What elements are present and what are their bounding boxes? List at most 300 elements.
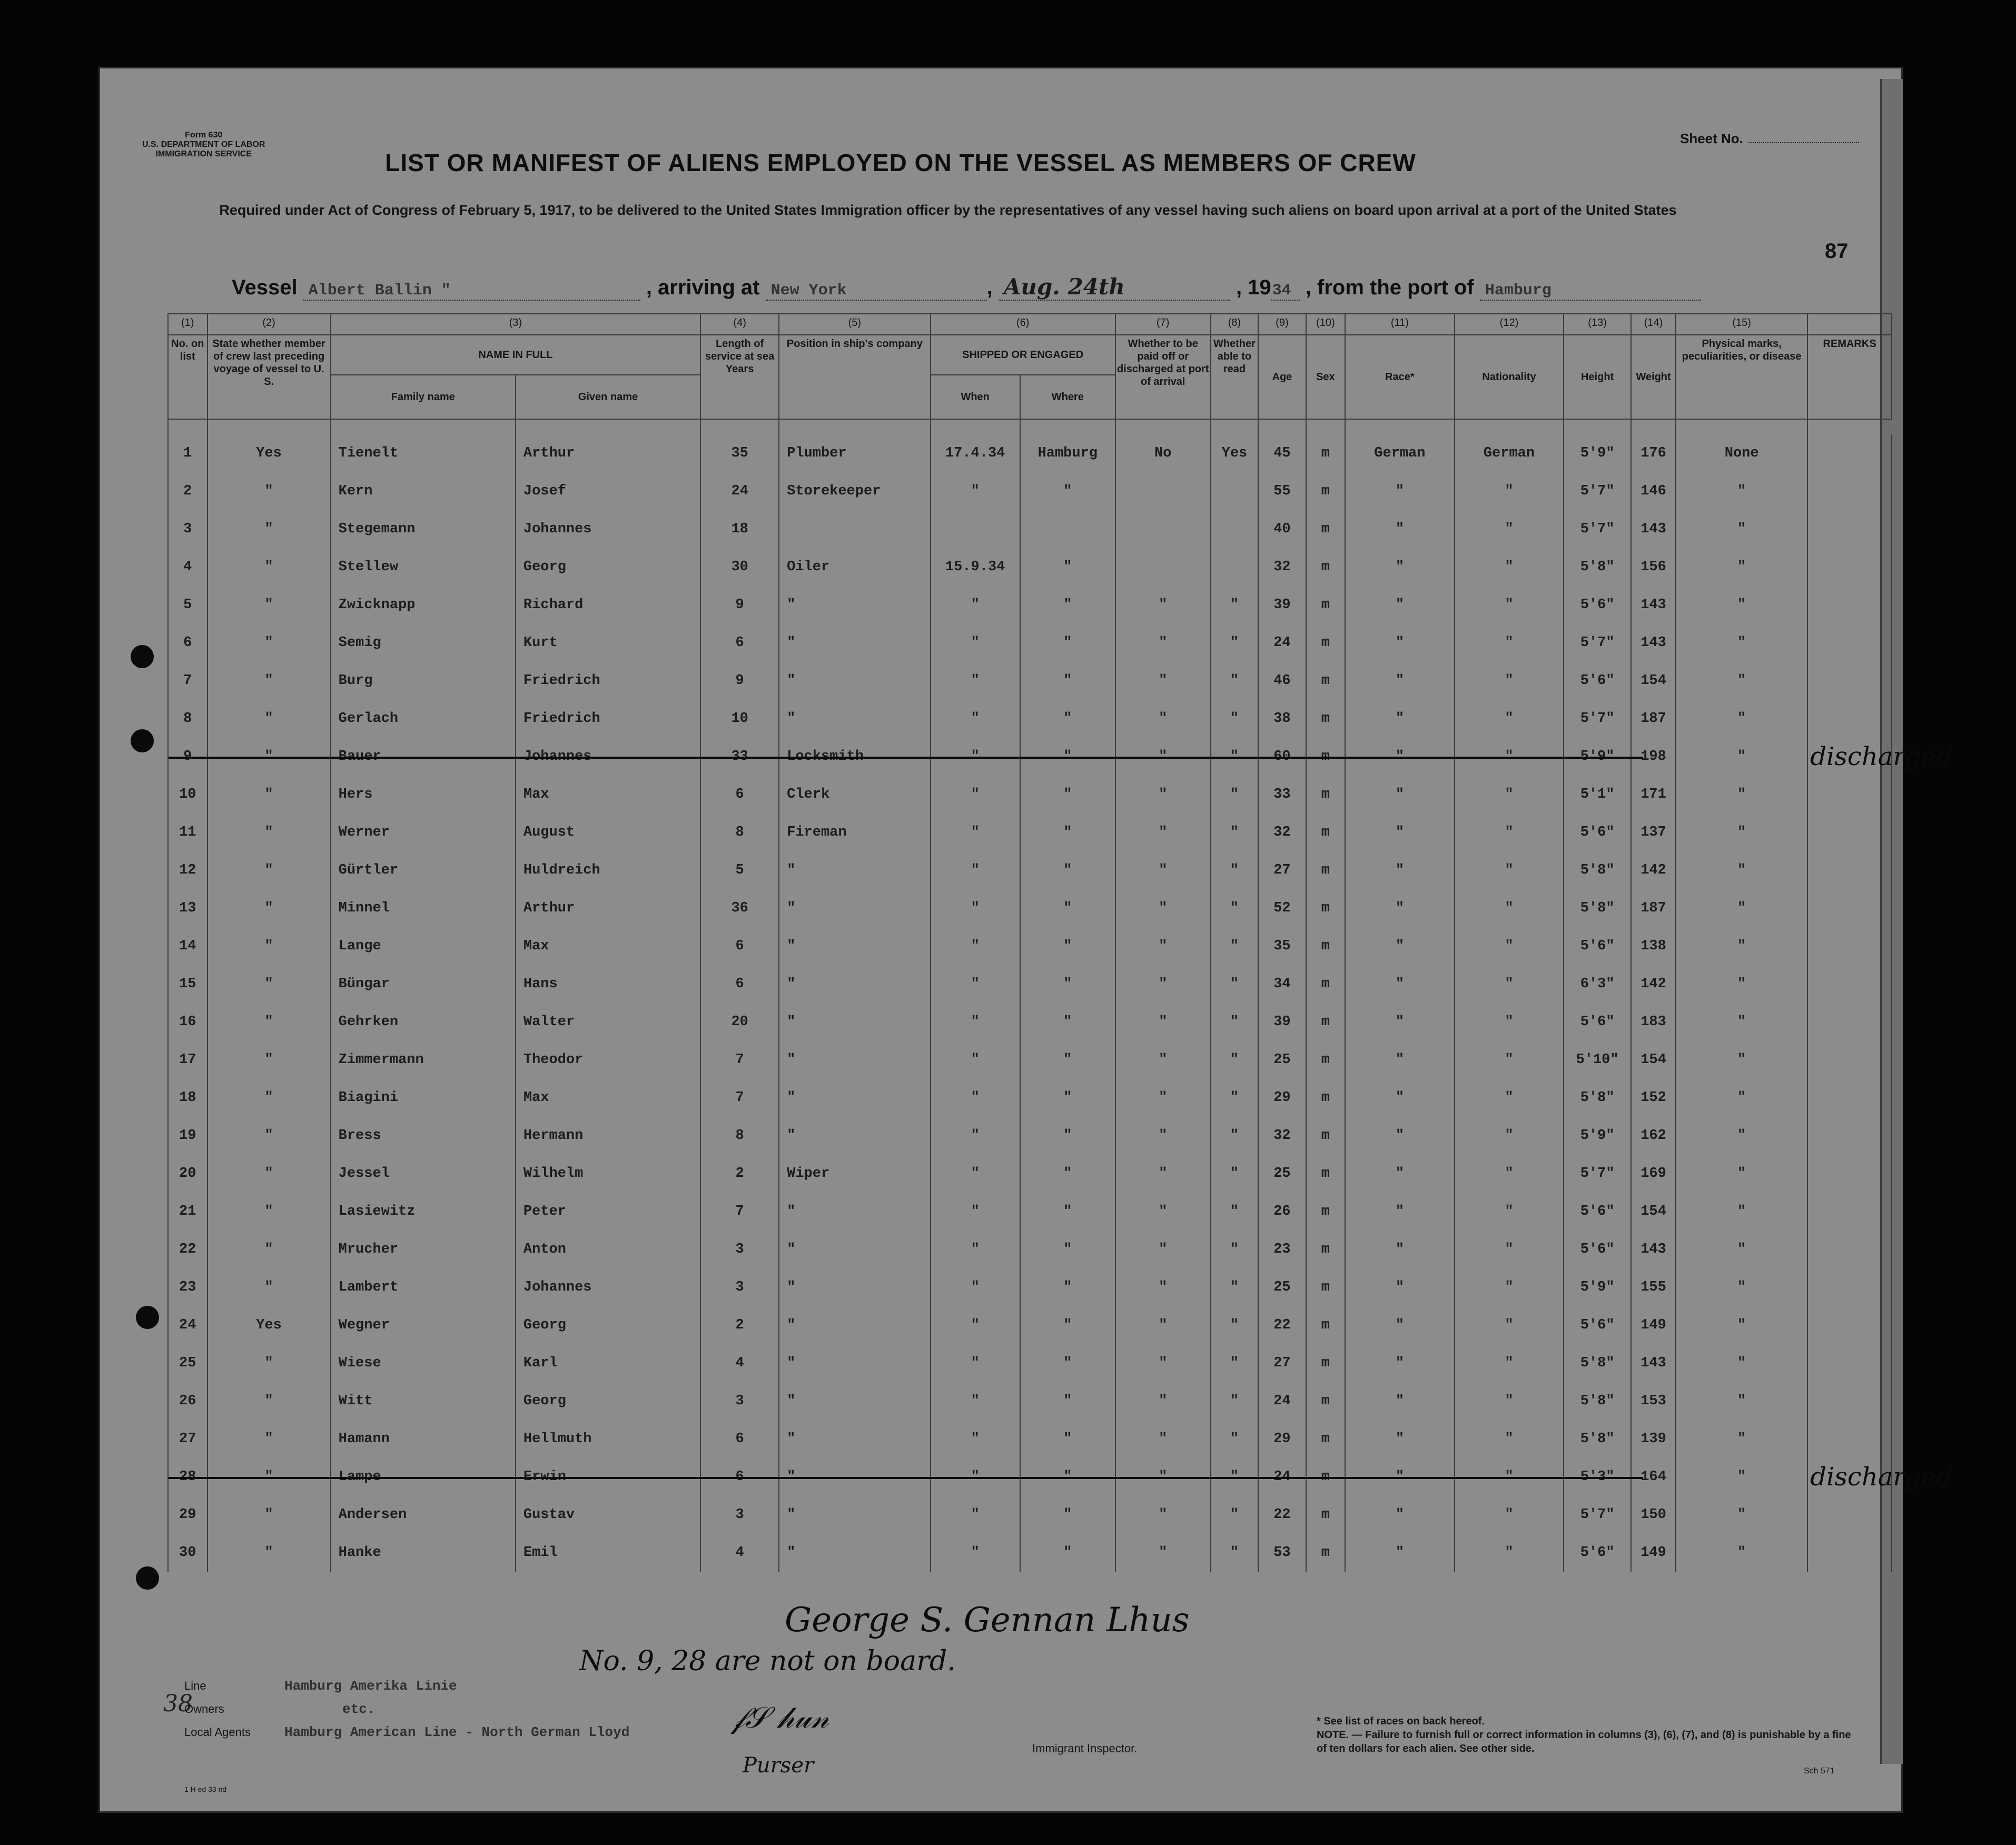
cell-position: " xyxy=(779,1003,930,1041)
cell-remarks xyxy=(1807,1193,1892,1231)
cell-family-name: Stegemann xyxy=(331,510,516,548)
cell-years-of-service: 30 xyxy=(700,548,779,586)
cell-paid-off: " xyxy=(1115,1193,1211,1231)
cell-shipped-where: " xyxy=(1020,814,1115,851)
cell-weight: 149 xyxy=(1631,1534,1676,1572)
cell-sex: m xyxy=(1306,927,1346,965)
cell-given-name: August xyxy=(516,814,700,851)
cell-position: Plumber xyxy=(779,434,930,472)
cell-race: " xyxy=(1345,1420,1455,1458)
cell-years-of-service: 6 xyxy=(700,927,779,965)
cell-shipped-when: " xyxy=(931,1079,1020,1117)
cell-given-name: Max xyxy=(516,927,700,965)
cell-row-number: 11 xyxy=(168,814,207,851)
cell-physical-marks: " xyxy=(1676,738,1807,776)
cell-weight: 143 xyxy=(1631,1344,1676,1382)
cell-nationality: " xyxy=(1455,965,1564,1003)
cell-able-to-read: " xyxy=(1211,1306,1258,1344)
cell-years-of-service: 35 xyxy=(700,434,779,472)
cell-remarks xyxy=(1807,472,1892,510)
cell-crew-last-voyage: " xyxy=(207,548,331,586)
cell-row-number: 20 xyxy=(168,1155,207,1193)
header-able-to-read: Whether able to read xyxy=(1211,335,1258,419)
cell-row-number: 6 xyxy=(168,624,207,662)
cell-weight: 150 xyxy=(1631,1496,1676,1534)
cell-remarks xyxy=(1807,1155,1892,1193)
cell-given-name: Arthur xyxy=(516,434,700,472)
cell-paid-off xyxy=(1115,510,1211,548)
cell-position: Clerk xyxy=(779,776,930,814)
cell-years-of-service: 6 xyxy=(700,776,779,814)
cell-row-number: 2 xyxy=(168,472,207,510)
cell-able-to-read: " xyxy=(1211,776,1258,814)
punch-hole xyxy=(131,645,154,668)
cell-sex: m xyxy=(1306,738,1346,776)
cell-remarks xyxy=(1807,814,1892,851)
from-port-label: , from the port of xyxy=(1305,276,1474,299)
cell-sex: m xyxy=(1306,510,1346,548)
cell-race: " xyxy=(1345,1003,1455,1041)
cell-crew-last-voyage: " xyxy=(207,662,331,700)
col-num xyxy=(1807,314,1892,335)
cell-row-number: 17 xyxy=(168,1041,207,1079)
cell-position: " xyxy=(779,1458,930,1496)
table-row xyxy=(168,1117,1892,1155)
cell-race: " xyxy=(1345,738,1455,776)
cell-paid-off: " xyxy=(1115,1041,1211,1079)
cell-crew-last-voyage: Yes xyxy=(207,1306,331,1344)
cell-row-number: 24 xyxy=(168,1306,207,1344)
cell-age: 25 xyxy=(1258,1268,1306,1306)
cell-nationality: " xyxy=(1455,700,1564,738)
cell-able-to-read: " xyxy=(1211,1193,1258,1231)
cell-age: 23 xyxy=(1258,1231,1306,1268)
cell-shipped-where: " xyxy=(1020,1041,1115,1079)
col-num: (15) xyxy=(1676,314,1807,335)
cell-height: 5'6" xyxy=(1564,1231,1631,1268)
cell-shipped-when: " xyxy=(931,1041,1020,1079)
header-physical-marks: Physical marks, peculiarities, or disease xyxy=(1676,335,1807,419)
table-row xyxy=(168,814,1892,851)
cell-nationality: " xyxy=(1455,814,1564,851)
line-value: Hamburg Amerika Linie xyxy=(284,1678,457,1694)
cell-age: 27 xyxy=(1258,851,1306,889)
cell-age: 45 xyxy=(1258,434,1306,472)
cell-height: 5'6" xyxy=(1564,1306,1631,1344)
cell-sex: m xyxy=(1306,1041,1346,1079)
cell-paid-off: " xyxy=(1115,889,1211,927)
cell-age: 22 xyxy=(1258,1306,1306,1344)
cell-given-name: Georg xyxy=(516,548,700,586)
cell-row-number: 14 xyxy=(168,927,207,965)
cell-shipped-when: " xyxy=(931,851,1020,889)
cell-position: " xyxy=(779,1496,930,1534)
cell-paid-off: " xyxy=(1115,1458,1211,1496)
cell-years-of-service: 3 xyxy=(700,1231,779,1268)
cell-shipped-where: " xyxy=(1020,1268,1115,1306)
cell-shipped-where xyxy=(1020,510,1115,548)
cell-row-number: 23 xyxy=(168,1268,207,1306)
cell-shipped-when: " xyxy=(931,1003,1020,1041)
cell-nationality: " xyxy=(1455,927,1564,965)
cell-shipped-where: Hamburg xyxy=(1020,434,1115,472)
cell-given-name: Walter xyxy=(516,1003,700,1041)
cell-paid-off: " xyxy=(1115,1117,1211,1155)
cell-family-name: Gerlach xyxy=(331,700,516,738)
cell-years-of-service: 3 xyxy=(700,1382,779,1420)
table-row xyxy=(168,1003,1892,1041)
cell-race: " xyxy=(1345,662,1455,700)
cell-position: " xyxy=(779,889,930,927)
cell-nationality: " xyxy=(1455,1193,1564,1231)
cell-remarks: discharged xyxy=(1807,1458,1892,1496)
cell-crew-last-voyage: " xyxy=(207,1003,331,1041)
header-years: Years xyxy=(725,363,754,375)
cell-given-name: Theodor xyxy=(516,1041,700,1079)
cell-shipped-when: " xyxy=(931,738,1020,776)
sheet-number-blank xyxy=(1748,142,1859,143)
cell-shipped-where: " xyxy=(1020,548,1115,586)
cell-years-of-service: 24 xyxy=(700,472,779,510)
cell-shipped-when: " xyxy=(931,624,1020,662)
cell-nationality: " xyxy=(1455,548,1564,586)
cell-paid-off xyxy=(1115,472,1211,510)
cell-remarks xyxy=(1807,586,1892,624)
cell-age: 39 xyxy=(1258,586,1306,624)
cell-weight: 139 xyxy=(1631,1420,1676,1458)
cell-age: 33 xyxy=(1258,776,1306,814)
cell-row-number: 9 xyxy=(168,738,207,776)
header-shipped-or-engaged: SHIPPED OR ENGAGED xyxy=(931,335,1115,375)
cell-family-name: Gehrken xyxy=(331,1003,516,1041)
cell-able-to-read: " xyxy=(1211,586,1258,624)
cell-physical-marks: " xyxy=(1676,1420,1807,1458)
cell-remarks xyxy=(1807,700,1892,738)
schedule-number: Sch 571 xyxy=(1804,1767,1835,1775)
cell-shipped-where: " xyxy=(1020,472,1115,510)
cell-shipped-where: " xyxy=(1020,776,1115,814)
cell-weight: 137 xyxy=(1631,814,1676,851)
cell-family-name: Witt xyxy=(331,1382,516,1420)
cell-weight: 152 xyxy=(1631,1079,1676,1117)
cell-able-to-read: " xyxy=(1211,1003,1258,1041)
cell-row-number: 26 xyxy=(168,1382,207,1420)
cell-row-number: 27 xyxy=(168,1420,207,1458)
cell-race: " xyxy=(1345,1041,1455,1079)
cell-shipped-where: " xyxy=(1020,1420,1115,1458)
table-row xyxy=(168,776,1892,814)
cell-given-name: Hellmuth xyxy=(516,1420,700,1458)
cell-sex: m xyxy=(1306,1268,1346,1306)
cell-height: 5'8" xyxy=(1564,1079,1631,1117)
cell-physical-marks: " xyxy=(1676,814,1807,851)
cell-remarks xyxy=(1807,1268,1892,1306)
cell-shipped-when: " xyxy=(931,1496,1020,1534)
table-row xyxy=(168,889,1892,927)
cell-age: 26 xyxy=(1258,1193,1306,1231)
cell-position: " xyxy=(779,586,930,624)
header-name-in-full: NAME IN FULL xyxy=(331,335,700,375)
cell-given-name: Richard xyxy=(516,586,700,624)
cell-sex: m xyxy=(1306,662,1346,700)
cell-family-name: Bress xyxy=(331,1117,516,1155)
cell-paid-off: " xyxy=(1115,624,1211,662)
cell-family-name: Gürtler xyxy=(331,851,516,889)
col-num: (14) xyxy=(1631,314,1676,335)
cell-shipped-where: " xyxy=(1020,965,1115,1003)
punch-hole xyxy=(136,1566,159,1590)
cell-crew-last-voyage: " xyxy=(207,965,331,1003)
cell-nationality: " xyxy=(1455,1041,1564,1079)
cell-years-of-service: 8 xyxy=(700,814,779,851)
cell-paid-off: " xyxy=(1115,1306,1211,1344)
cell-position: Oiler xyxy=(779,548,930,586)
cell-physical-marks: " xyxy=(1676,548,1807,586)
cell-remarks xyxy=(1807,1496,1892,1534)
cell-paid-off: " xyxy=(1115,1420,1211,1458)
form-identifier: Form 630 U.S. DEPARTMENT OF LABOR IMMIGRATION SERVICE xyxy=(142,131,265,158)
cell-given-name: Hans xyxy=(516,965,700,1003)
table-row xyxy=(168,624,1892,662)
cell-nationality: " xyxy=(1455,1003,1564,1041)
table-row xyxy=(168,1155,1892,1193)
cell-crew-last-voyage: " xyxy=(207,889,331,927)
cell-able-to-read xyxy=(1211,510,1258,548)
cell-shipped-when: " xyxy=(931,776,1020,814)
cell-physical-marks: " xyxy=(1676,1041,1807,1079)
cell-nationality: " xyxy=(1455,889,1564,927)
vessel-line: Vessel Albert Ballin " , arriving at New York , Aug. 24th , 1934 , from the port of Hamburg xyxy=(232,274,1701,301)
cell-able-to-read: " xyxy=(1211,1231,1258,1268)
cell-race: " xyxy=(1345,1382,1455,1420)
cell-given-name: Arthur xyxy=(516,889,700,927)
cell-position: " xyxy=(779,1344,930,1382)
cell-remarks xyxy=(1807,1079,1892,1117)
cell-shipped-where: " xyxy=(1020,1193,1115,1231)
cell-height: 5'7" xyxy=(1564,1496,1631,1534)
cell-able-to-read: " xyxy=(1211,1382,1258,1420)
table-row xyxy=(168,1079,1892,1117)
crew-rows xyxy=(168,419,1953,1572)
cell-crew-last-voyage: " xyxy=(207,1117,331,1155)
cell-crew-last-voyage: " xyxy=(207,738,331,776)
cell-remarks xyxy=(1807,1306,1892,1344)
cell-able-to-read: " xyxy=(1211,889,1258,927)
cell-paid-off: No xyxy=(1115,434,1211,472)
cell-shipped-where: " xyxy=(1020,624,1115,662)
cell-height: 5'6" xyxy=(1564,814,1631,851)
cell-crew-last-voyage: " xyxy=(207,1458,331,1496)
table-row xyxy=(168,510,1892,548)
cell-nationality: " xyxy=(1455,1382,1564,1420)
cell-weight: 187 xyxy=(1631,889,1676,927)
cell-physical-marks: " xyxy=(1676,1458,1807,1496)
cell-crew-last-voyage: " xyxy=(207,1534,331,1572)
cell-row-number: 28 xyxy=(168,1458,207,1496)
table-row xyxy=(168,472,1892,510)
cell-position: " xyxy=(779,1382,930,1420)
cell-years-of-service: 36 xyxy=(700,889,779,927)
cell-row-number: 1 xyxy=(168,434,207,472)
cell-sex: m xyxy=(1306,1306,1346,1344)
cell-weight: 154 xyxy=(1631,1041,1676,1079)
cell-physical-marks: " xyxy=(1676,965,1807,1003)
cell-crew-last-voyage: " xyxy=(207,1268,331,1306)
cell-able-to-read: " xyxy=(1211,1041,1258,1079)
cell-nationality: " xyxy=(1455,1420,1564,1458)
cell-physical-marks: " xyxy=(1676,1306,1807,1344)
cell-row-number: 13 xyxy=(168,889,207,927)
cell-race: " xyxy=(1345,1079,1455,1117)
cell-race: " xyxy=(1345,548,1455,586)
cell-crew-last-voyage: " xyxy=(207,510,331,548)
cell-position: " xyxy=(779,1117,930,1155)
cell-sex: m xyxy=(1306,1382,1346,1420)
cell-remarks xyxy=(1807,1382,1892,1420)
cell-race: " xyxy=(1345,1306,1455,1344)
cell-row-number: 18 xyxy=(168,1079,207,1117)
cell-family-name: Tienelt xyxy=(331,434,516,472)
cell-family-name: Jessel xyxy=(331,1155,516,1193)
cell-nationality: " xyxy=(1455,624,1564,662)
table-row xyxy=(168,434,1892,472)
table-row xyxy=(168,1420,1892,1458)
cell-years-of-service: 4 xyxy=(700,1344,779,1382)
cell-age: 35 xyxy=(1258,927,1306,965)
cell-given-name: Max xyxy=(516,1079,700,1117)
cell-family-name: Hers xyxy=(331,776,516,814)
cell-years-of-service: 7 xyxy=(700,1079,779,1117)
cell-shipped-when: " xyxy=(931,814,1020,851)
cell-family-name: Andersen xyxy=(331,1496,516,1534)
cell-race: " xyxy=(1345,1534,1455,1572)
cell-height: 5'10" xyxy=(1564,1041,1631,1079)
cell-physical-marks: " xyxy=(1676,1268,1807,1306)
col-num: (2) xyxy=(207,314,331,335)
cell-shipped-when: " xyxy=(931,1306,1020,1344)
cell-shipped-where: " xyxy=(1020,586,1115,624)
cell-given-name: Emil xyxy=(516,1534,700,1572)
cell-race: " xyxy=(1345,1268,1455,1306)
sheet-number xyxy=(1680,131,1859,147)
header-given-name: Given name xyxy=(516,375,700,419)
row-strikethrough xyxy=(169,1477,1643,1479)
cell-weight: 149 xyxy=(1631,1306,1676,1344)
cell-row-number: 19 xyxy=(168,1117,207,1155)
line-label: Line xyxy=(184,1679,206,1692)
owners-label: Owners xyxy=(184,1702,224,1715)
cell-paid-off: " xyxy=(1115,814,1211,851)
cell-family-name: Büngar xyxy=(331,965,516,1003)
col-num: (9) xyxy=(1258,314,1306,335)
cell-paid-off xyxy=(1115,548,1211,586)
cell-height: 5'8" xyxy=(1564,889,1631,927)
cell-crew-last-voyage: " xyxy=(207,586,331,624)
cell-able-to-read: " xyxy=(1211,851,1258,889)
cell-nationality: " xyxy=(1455,1268,1564,1306)
col-num: (1) xyxy=(168,314,207,335)
agents-label: Local Agents xyxy=(184,1725,251,1739)
cell-age: 55 xyxy=(1258,472,1306,510)
cell-shipped-where: " xyxy=(1020,1496,1115,1534)
cell-family-name: Hamann xyxy=(331,1420,516,1458)
line-owners-agents-block xyxy=(184,1674,974,1744)
cell-age: 46 xyxy=(1258,662,1306,700)
cell-weight: 142 xyxy=(1631,851,1676,889)
cell-given-name: Erwin xyxy=(516,1458,700,1496)
cell-position: " xyxy=(779,965,930,1003)
cell-physical-marks: " xyxy=(1676,624,1807,662)
cell-sex: m xyxy=(1306,776,1346,814)
header-row-1 xyxy=(168,335,1892,375)
cell-weight: 162 xyxy=(1631,1117,1676,1155)
cell-physical-marks: None xyxy=(1676,434,1807,472)
cell-years-of-service: 6 xyxy=(700,965,779,1003)
cell-years-of-service: 6 xyxy=(700,1458,779,1496)
cell-height: 5'9" xyxy=(1564,1268,1631,1306)
cell-crew-last-voyage: " xyxy=(207,776,331,814)
cell-height: 5'7" xyxy=(1564,1155,1631,1193)
cell-sex: m xyxy=(1306,1079,1346,1117)
cell-height: 5'9" xyxy=(1564,434,1631,472)
cell-shipped-when: " xyxy=(931,927,1020,965)
cell-paid-off: " xyxy=(1115,1231,1211,1268)
cell-row-number: 4 xyxy=(168,548,207,586)
cell-age: 27 xyxy=(1258,1344,1306,1382)
cell-able-to-read: " xyxy=(1211,1117,1258,1155)
cell-nationality: " xyxy=(1455,510,1564,548)
cell-remarks xyxy=(1807,662,1892,700)
cell-shipped-where: " xyxy=(1020,1155,1115,1193)
cell-remarks xyxy=(1807,776,1892,814)
vessel-name: Albert Ballin " xyxy=(303,282,640,301)
crew-manifest-table xyxy=(167,313,1953,1572)
cell-weight: 156 xyxy=(1631,548,1676,586)
cell-row-number: 3 xyxy=(168,510,207,548)
cell-nationality: " xyxy=(1455,738,1564,776)
cell-row-number: 30 xyxy=(168,1534,207,1572)
cell-sex: m xyxy=(1306,1496,1346,1534)
cell-shipped-when: " xyxy=(931,1458,1020,1496)
cell-remarks xyxy=(1807,510,1892,548)
cell-weight: 155 xyxy=(1631,1268,1676,1306)
cell-weight: 143 xyxy=(1631,1231,1676,1268)
cell-shipped-when: " xyxy=(931,1382,1020,1420)
cell-years-of-service: 5 xyxy=(700,851,779,889)
cell-race: " xyxy=(1345,472,1455,510)
cell-nationality: " xyxy=(1455,1496,1564,1534)
cell-race: " xyxy=(1345,1231,1455,1268)
cell-physical-marks: " xyxy=(1676,472,1807,510)
cell-shipped-when: " xyxy=(931,586,1020,624)
cell-height: 5'8" xyxy=(1564,548,1631,586)
table-row xyxy=(168,1382,1892,1420)
cell-shipped-when: " xyxy=(931,1231,1020,1268)
cell-able-to-read: " xyxy=(1211,1079,1258,1117)
cell-remarks xyxy=(1807,851,1892,889)
cell-paid-off: " xyxy=(1115,1003,1211,1041)
cell-race: " xyxy=(1345,851,1455,889)
cell-able-to-read: " xyxy=(1211,1420,1258,1458)
cell-years-of-service: 9 xyxy=(700,662,779,700)
cell-age: 22 xyxy=(1258,1496,1306,1534)
header-where: Where xyxy=(1020,375,1115,419)
row-strikethrough xyxy=(169,757,1643,759)
cell-physical-marks: " xyxy=(1676,1079,1807,1117)
cell-physical-marks: " xyxy=(1676,851,1807,889)
cell-age: 25 xyxy=(1258,1041,1306,1079)
cell-nationality: " xyxy=(1455,1458,1564,1496)
